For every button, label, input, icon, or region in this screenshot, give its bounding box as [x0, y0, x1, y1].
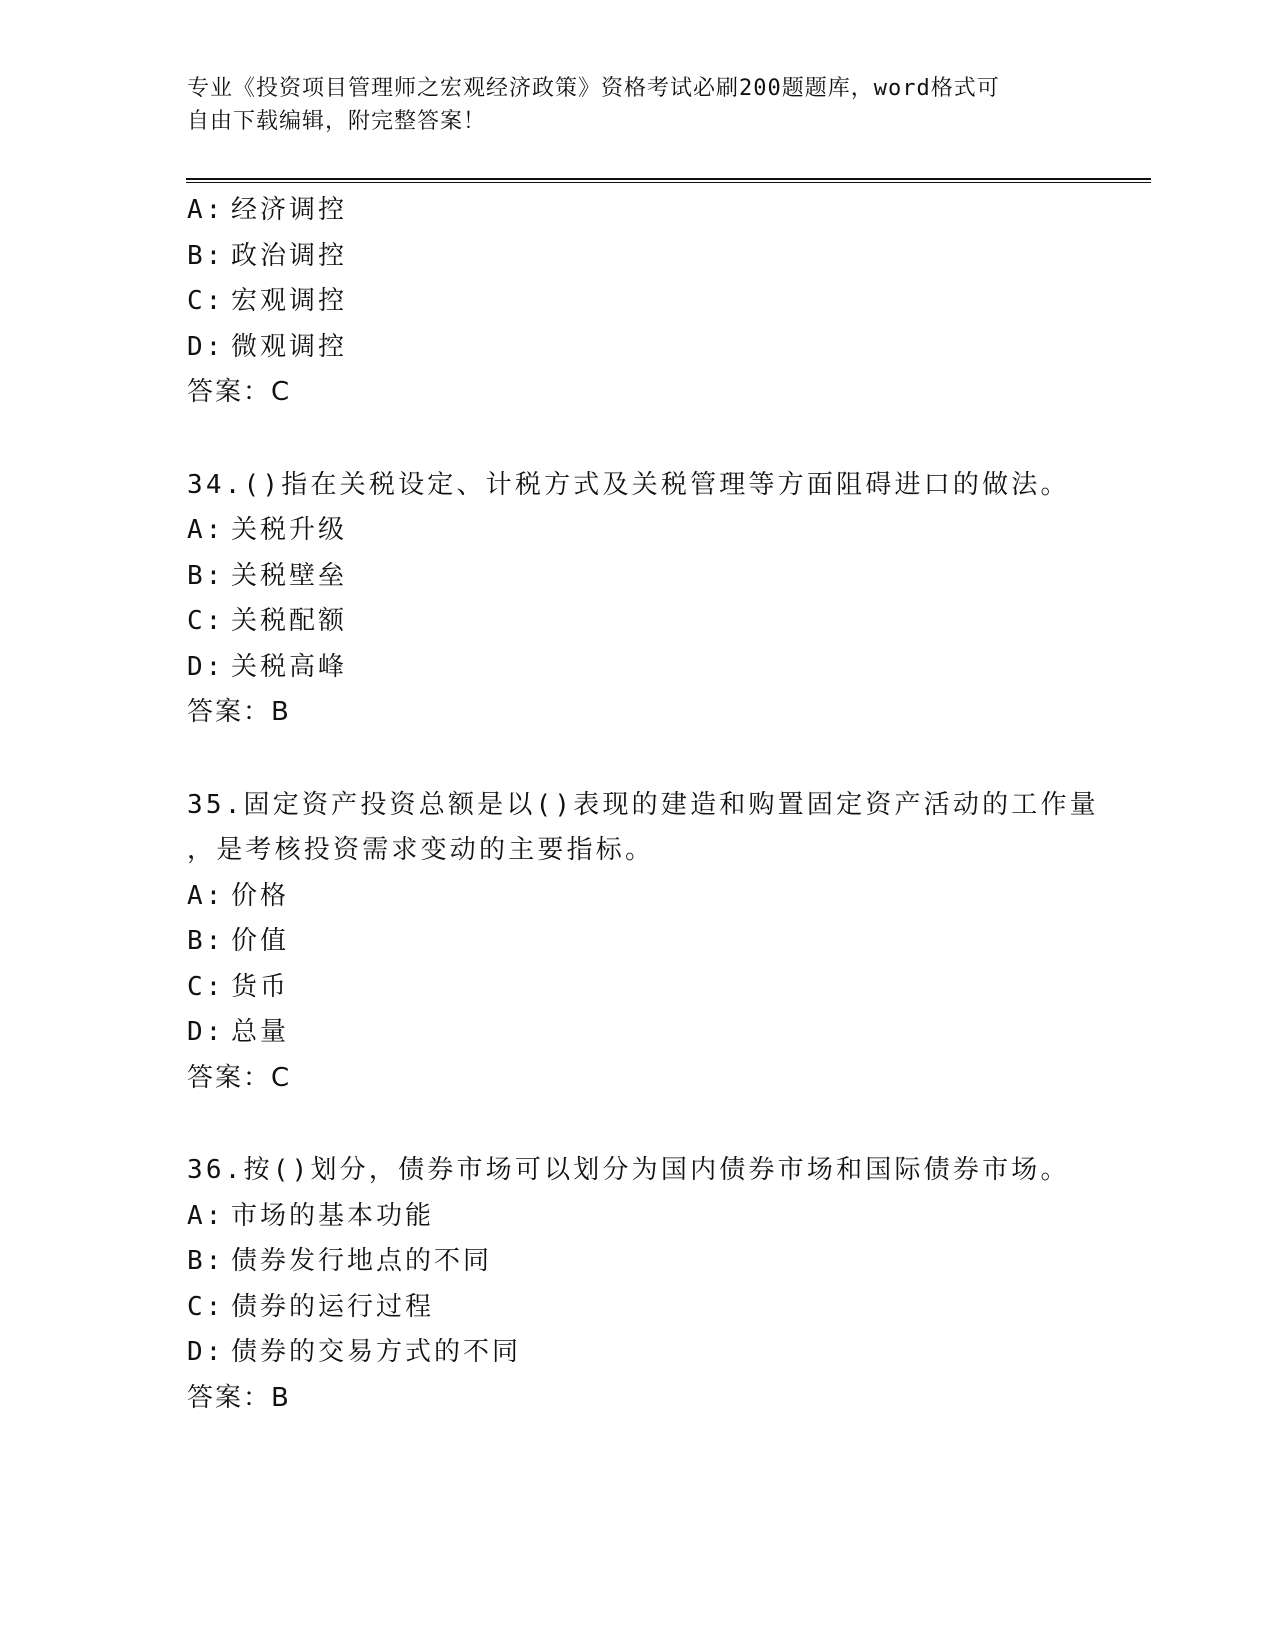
option-a: A: 价格 [187, 880, 290, 911]
question-stem-line-2: ，是考核投资需求变动的主要指标。 [187, 835, 655, 865]
option-d: D: 关税高峰 [187, 651, 348, 682]
answer: 答案：C [187, 377, 292, 407]
answer: 答案：B [187, 1382, 291, 1413]
question-34 [187, 463, 1087, 736]
option-c: C: 宏观调控 [187, 286, 348, 316]
question-36 [187, 1148, 1087, 1421]
question-33 [187, 188, 1087, 416]
header-divider [186, 178, 1151, 183]
page-header [187, 72, 1067, 138]
option-c: C: 关税配额 [187, 606, 348, 636]
option-d: D: 微观调控 [187, 331, 348, 362]
header-line-2: 自由下载编辑，附完整答案！ [187, 109, 487, 134]
option-a: A: 市场的基本功能 [187, 1200, 435, 1231]
spacer [187, 1101, 1087, 1148]
answer: 答案：C [187, 1062, 292, 1093]
option-b: B: 价值 [187, 926, 290, 956]
option-b: B: 关税壁垒 [187, 560, 348, 591]
header-line-1: 专业《投资项目管理师之宏观经济政策》资格考试必刷200题题库，word格式可 [187, 76, 1000, 101]
spacer [187, 416, 1087, 463]
question-stem-line-1: 35.固定资产投资总额是以()表现的建造和购置固定资产活动的工作量 [187, 789, 1099, 820]
option-b: B: 债券发行地点的不同 [187, 1246, 493, 1276]
question-stem: 34.()指在关税设定、计税方式及关税管理等方面阻碍进口的做法。 [187, 469, 1070, 500]
answer: 答案：B [187, 697, 291, 727]
question-stem: 36.按()划分，债券市场可以划分为国内债券市场和国际债券市场。 [187, 1155, 1070, 1185]
question-35 [187, 783, 1099, 1102]
option-d: D: 总量 [187, 1017, 290, 1047]
spacer [187, 736, 1087, 783]
question-list [187, 188, 1099, 1421]
option-b: B: 政治调控 [187, 240, 348, 271]
option-c: C: 债券的运行过程 [187, 1291, 435, 1322]
option-d: D: 债券的交易方式的不同 [187, 1337, 522, 1367]
option-a: A: 经济调控 [187, 195, 348, 225]
option-a: A: 关税升级 [187, 515, 348, 545]
option-c: C: 货币 [187, 971, 290, 1002]
